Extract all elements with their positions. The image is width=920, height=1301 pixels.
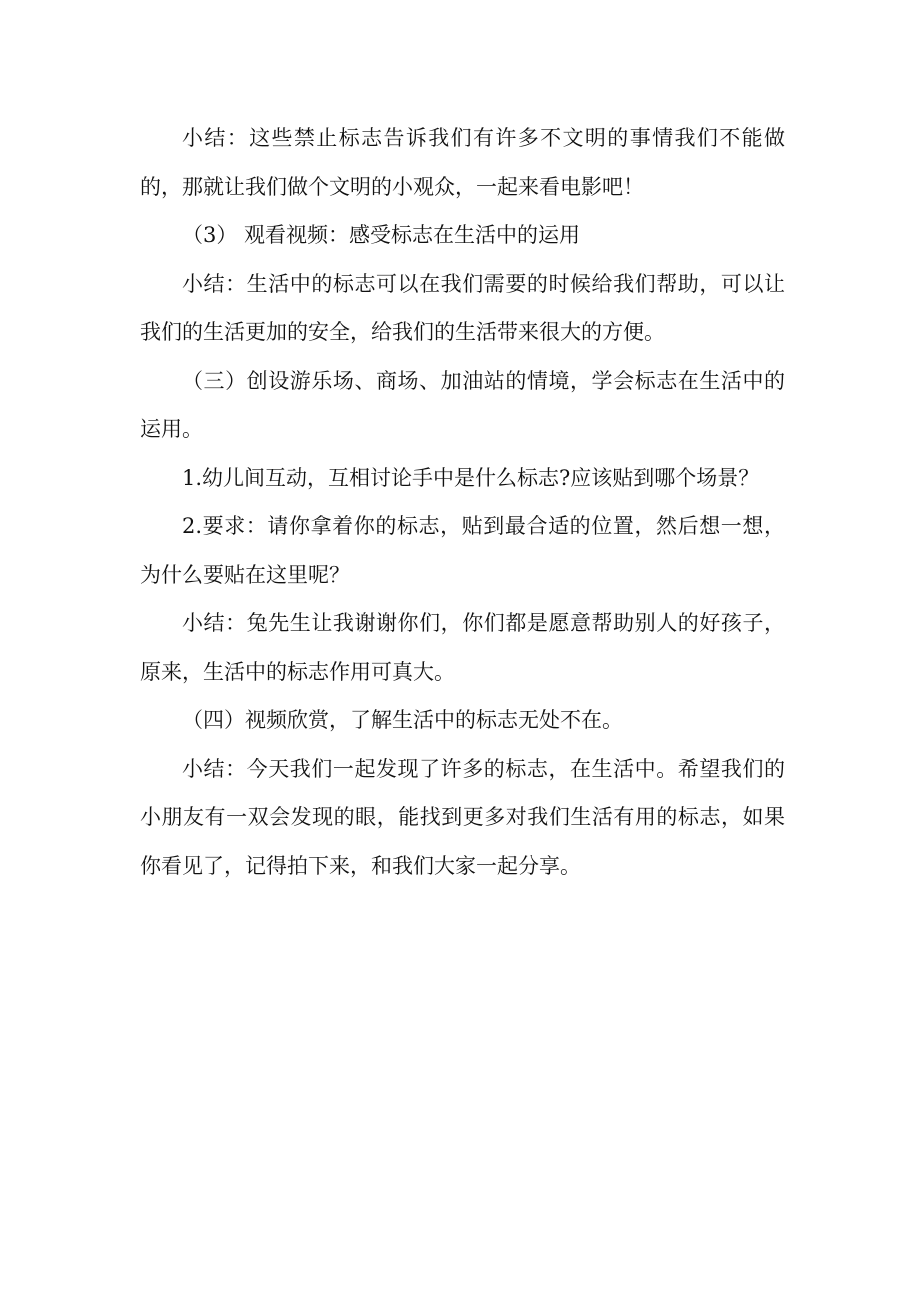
paragraph-summary-prohibition-signs: 小结：这些禁止标志告诉我们有许多不文明的事情我们不能做的，那就让我们做个文明的小观众，一起来看电影吧！: [140, 126, 785, 199]
paragraph-summary-final: 小结：今天我们一起发现了许多的标志，在生活中。希望我们的小朋友有一双会发现的眼，能找到更多对我们生活有用的标志，如果你看见了，记得拍下来，和我们大家一起分享。: [140, 756, 785, 878]
paragraph-section-three: （三）创设游乐场、商场、加油站的情境，学会标志在生活中的运用。: [140, 368, 785, 441]
paragraph-step-one: 1.幼儿间互动，互相讨论手中是什么标志?应该贴到哪个场景？: [182, 465, 760, 490]
paragraph-summary-signs-help: 小结：生活中的标志可以在我们需要的时候给我们帮助，可以让我们的生活更加的安全，给我们的生活带来很大的方便。: [140, 271, 785, 344]
document-body: [140, 114, 785, 890]
paragraph-watch-video: （3） 观看视频：感受标志在生活中的运用: [182, 223, 581, 247]
paragraph-step-two: 2.要求：请你拿着你的标志，贴到最合适的位置，然后想一想，为什么要贴在这里呢？: [140, 514, 785, 587]
paragraph-summary-mr-rabbit: 小结：兔先生让我谢谢你们，你们都是愿意帮助别人的好孩子，原来，生活中的标志作用可真大。: [140, 611, 785, 684]
paragraph-section-four: （四）视频欣赏，了解生活中的标志无处不在。: [182, 708, 623, 732]
